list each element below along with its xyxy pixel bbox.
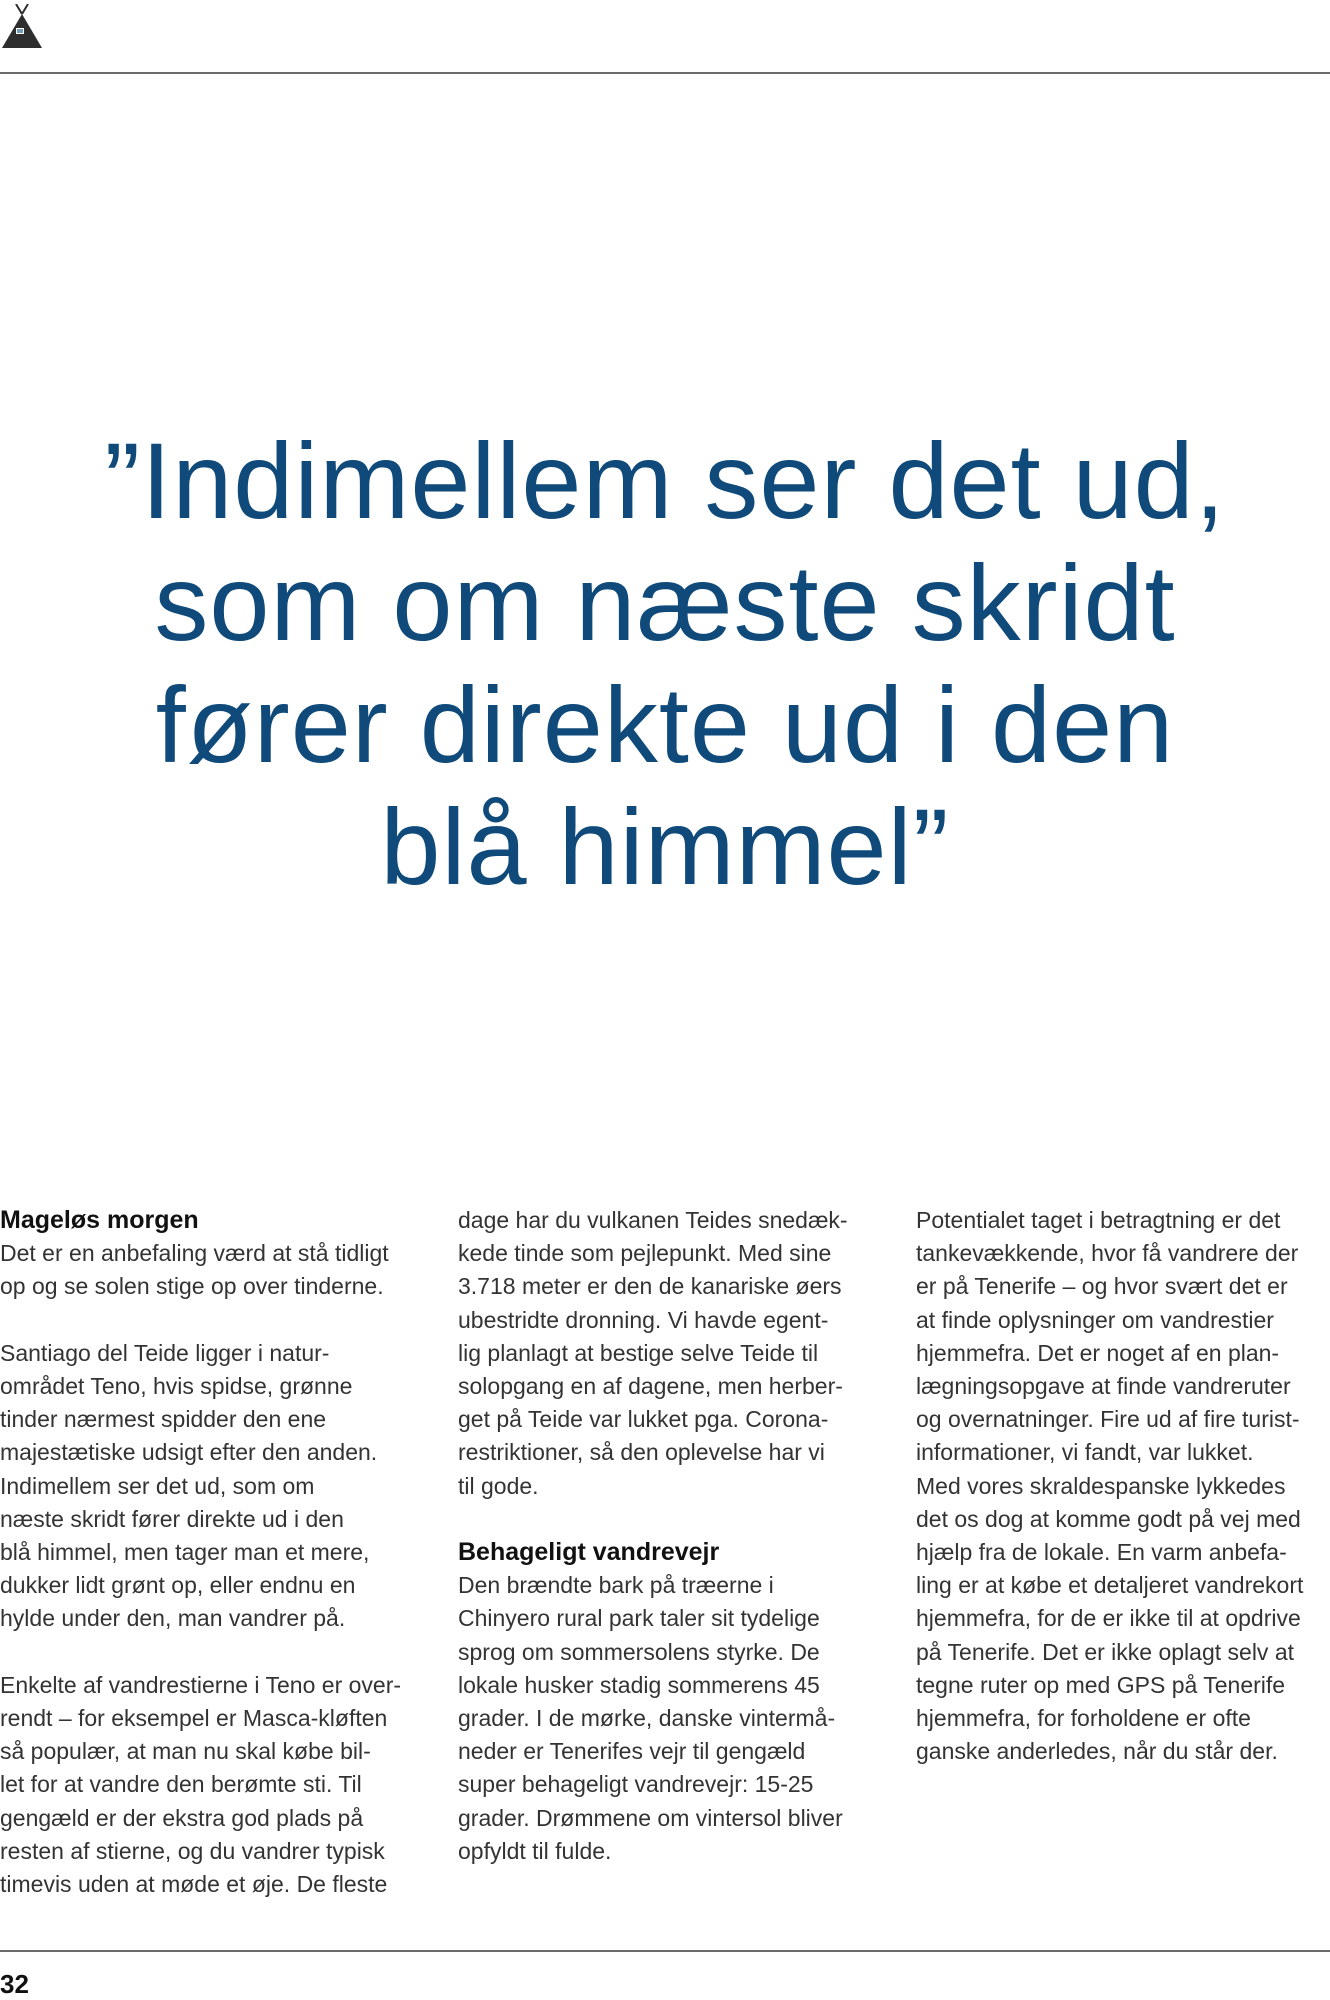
section-heading: Behageligt vandrevejr — [458, 1538, 720, 1567]
body-paragraph: Den brændte bark på træerne i Chinyero rural park taler sit tydelige sprog om sommersolens styrke. De lokale husker stadig sommerens 45 grader. I de mørke, danske vintermå- neder er Tenerifes vejr til gengæld super behageligt vandrevejr: 15-25 grader. Drømmene om vintersol bliver opfyldt til fulde. — [458, 1572, 843, 1864]
footer-divider — [0, 1950, 1330, 1952]
body-paragraph: dage har du vulkanen Teides snedæk- kede tinde som pejlepunkt. Med sine 3.718 meter er den de kanariske øers ubestridte dronning. Vi havde egent- lig planlagt at bestige selve Teide til solopgang en af dagene, men herber- get på Teide var lukket pga. Corona- restriktioner, så den oplevelse har vi til gode. — [458, 1207, 848, 1499]
body-paragraph: Santiago del Teide ligger i natur- området Teno, hvis spidse, grønne tinder nærmest spidder den ene majestætiske udsigt efter den anden. Indimellem ser det ud, som om næste skridt fører direkte ud i den blå himmel, men tager man et mere, dukker lidt grønt op, eller endnu en hylde under den, man vandrer på. — [0, 1339, 378, 1632]
article-column-2 — [458, 1204, 883, 1868]
section-heading: Mageløs morgen — [0, 1206, 199, 1234]
page-number: 32 — [0, 1969, 29, 1999]
pull-quote-line: fører direkte ud i den — [155, 664, 1175, 785]
pull-quote — [0, 420, 1330, 908]
header-divider — [0, 72, 1330, 74]
tent-logo-icon — [0, 4, 44, 48]
pull-quote-line: som om næste skridt — [154, 542, 1176, 663]
body-paragraph: Potentialet taget i betragtning er det tankevækkende, hvor få vandrere der er på Tenerife – og hvor svært det er at finde oplysninger om vandrestier hjemmefra. Det er noget af en plan- lægningsopgave at finde vandreruter og overnatninger. Fire ud af fire turist- informationer, vi fandt, var lukket. Med vores skraldespanske lykkedes det os dog at komme godt på vej med hjælp fra de lokale. En varm anbefa- ling er at købe et detaljeret vandrekort hjemmefra, for de er ikke til at opdrive på Tenerife. Det er ikke oplagt selv at tegne ruter op med GPS på Tenerife hjemmefra, for forholdene er ofte ganske anderledes, når du står der. — [916, 1207, 1304, 1765]
pull-quote-line: blå himmel” — [380, 786, 950, 907]
article-column-3 — [916, 1204, 1330, 1768]
body-paragraph: Enkelte af vandrestierne i Teno er over- rendt – for eksempel er Masca-kløften så populær, at man nu skal købe bil- let for at vandre den berømte sti. Til gengæld er der ekstra god plads på resten af stierne, og du vandrer typisk timevis uden at møde et øje. De fleste — [0, 1671, 402, 1898]
article-column-1 — [0, 1204, 425, 1901]
body-paragraph: Det er en anbefaling værd at stå tidligt op og se solen stige op over tinderne. — [0, 1240, 389, 1300]
pull-quote-line: ”Indimellem ser det ud, — [104, 420, 1226, 541]
